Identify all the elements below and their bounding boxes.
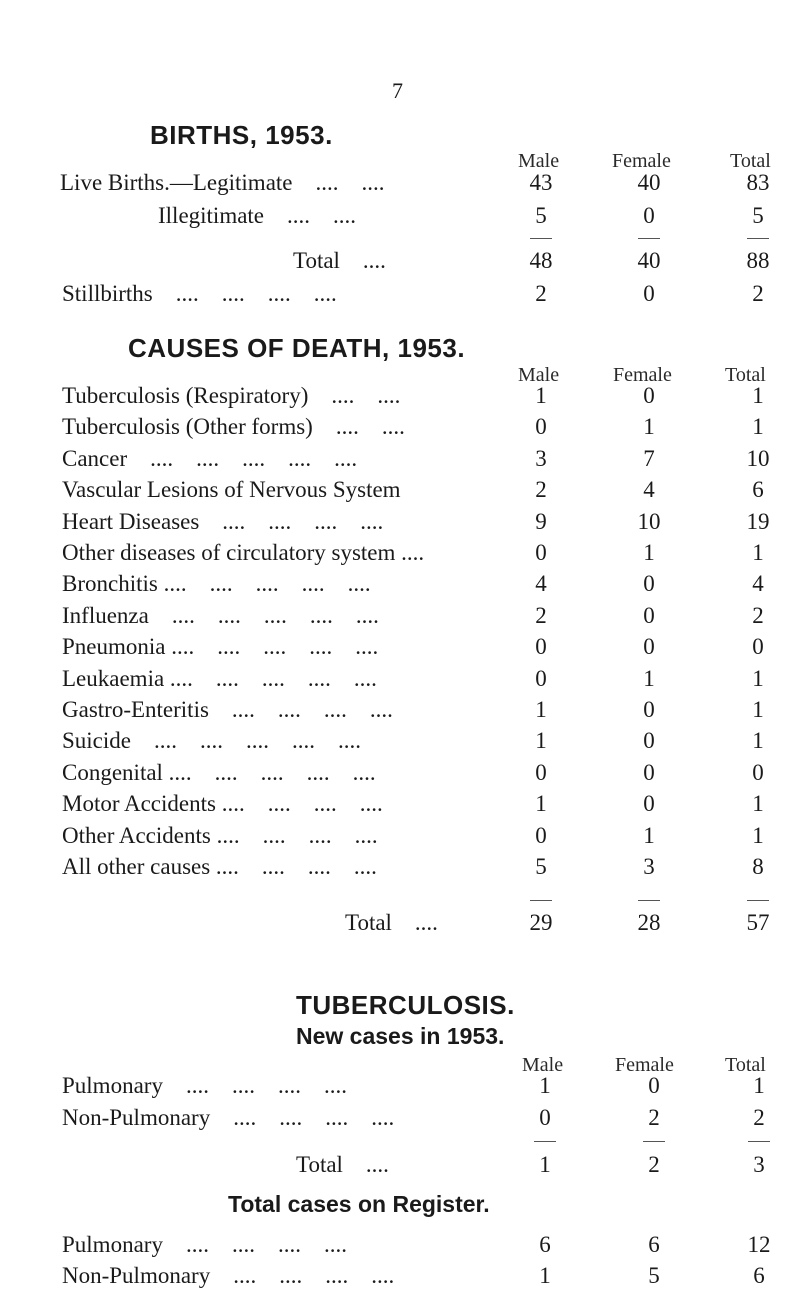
female-value: 10 bbox=[637, 508, 661, 534]
male-value: 0 bbox=[535, 759, 547, 785]
births-sum-rule bbox=[530, 238, 552, 239]
deaths-sum-rule bbox=[638, 900, 660, 901]
total-value: 5 bbox=[752, 203, 764, 228]
deaths-row bbox=[0, 383, 800, 413]
male-value: 0 bbox=[535, 414, 547, 440]
male-value: 6 bbox=[539, 1232, 551, 1257]
row-label: Live Births.—Legitimate .... .... bbox=[60, 170, 385, 195]
row-label: Motor Accidents .... .... .... .... bbox=[62, 791, 383, 817]
row-label: Total .... bbox=[345, 910, 438, 935]
female-value: 0 bbox=[648, 1073, 660, 1098]
row-label: Pulmonary .... .... .... .... bbox=[62, 1073, 347, 1098]
male-value: 4 bbox=[535, 571, 547, 597]
male-value: 5 bbox=[535, 203, 547, 228]
total-value: 10 bbox=[746, 445, 770, 471]
male-value: 1 bbox=[535, 728, 547, 754]
male-value: 1 bbox=[535, 383, 547, 408]
female-value: 40 bbox=[637, 248, 661, 273]
row-label: All other causes .... .... .... .... bbox=[62, 854, 377, 879]
female-value: 2 bbox=[648, 1105, 660, 1130]
row-label: Bronchitis .... .... .... .... .... bbox=[62, 571, 371, 597]
row-label: Congenital .... .... .... .... .... bbox=[62, 759, 376, 785]
births-col-female: Female bbox=[612, 150, 671, 172]
row-label: Suicide .... .... .... .... .... bbox=[62, 728, 361, 754]
female-value: 5 bbox=[648, 1263, 660, 1288]
male-value: 0 bbox=[535, 634, 547, 660]
female-value: 0 bbox=[643, 697, 655, 722]
male-value: 1 bbox=[535, 791, 547, 817]
page-number: 7 bbox=[392, 78, 403, 103]
male-value: 9 bbox=[535, 508, 547, 534]
total-value: 1 bbox=[753, 1073, 765, 1098]
births-sum-rule bbox=[747, 238, 769, 239]
female-value: 1 bbox=[643, 540, 655, 565]
deaths-row bbox=[0, 666, 800, 696]
deaths-col-male: Male bbox=[518, 364, 560, 386]
row-label: Total .... bbox=[293, 248, 386, 273]
male-value: 0 bbox=[535, 822, 547, 848]
row-label: Total .... bbox=[296, 1152, 389, 1177]
deaths-row bbox=[0, 477, 800, 507]
female-value: 0 bbox=[643, 728, 655, 754]
deaths-sum-rule bbox=[530, 900, 552, 901]
total-value: 3 bbox=[753, 1152, 765, 1177]
births-row bbox=[0, 281, 800, 311]
total-value: 1 bbox=[752, 791, 764, 817]
deaths-row bbox=[0, 446, 800, 476]
male-value: 1 bbox=[535, 697, 547, 722]
row-label: Cancer .... .... .... .... .... bbox=[62, 445, 358, 471]
male-value: 0 bbox=[535, 540, 547, 565]
births-heading: BIRTHS, 1953. bbox=[150, 120, 333, 150]
female-value: 7 bbox=[643, 445, 655, 471]
row-label: Influenza .... .... .... .... .... bbox=[62, 602, 379, 628]
deaths-row bbox=[0, 728, 800, 758]
tb-col-male: Male bbox=[522, 1054, 564, 1076]
tb-new-total-row bbox=[0, 1152, 800, 1182]
row-label: Stillbirths .... .... .... .... bbox=[62, 281, 337, 306]
female-value: 0 bbox=[643, 791, 655, 817]
male-value: 2 bbox=[535, 602, 547, 628]
total-value: 1 bbox=[752, 414, 764, 440]
deaths-row bbox=[0, 509, 800, 539]
deaths-row bbox=[0, 823, 800, 853]
total-value: 2 bbox=[752, 602, 764, 628]
male-value: 1 bbox=[539, 1263, 551, 1288]
total-value: 1 bbox=[752, 383, 764, 408]
male-value: 2 bbox=[535, 281, 547, 306]
row-label: Illegitimate .... .... bbox=[158, 203, 357, 228]
new-cases-heading: New cases in 1953. bbox=[296, 1023, 505, 1049]
row-label: Non-Pulmonary .... .... .... .... bbox=[62, 1105, 395, 1130]
female-value: 1 bbox=[643, 665, 655, 691]
row-label: Non-Pulmonary .... .... .... .... bbox=[62, 1263, 395, 1288]
total-value: 6 bbox=[753, 1263, 765, 1288]
deaths-row bbox=[0, 603, 800, 633]
deaths-col-total: Total bbox=[725, 364, 766, 386]
deaths-row bbox=[0, 540, 800, 570]
total-value: 0 bbox=[752, 759, 764, 785]
tb-sum-rule bbox=[748, 1141, 770, 1142]
tb-new-row bbox=[0, 1073, 800, 1103]
deaths-row bbox=[0, 634, 800, 664]
row-label: Leukaemia .... .... .... .... .... bbox=[62, 665, 377, 691]
female-value: 4 bbox=[643, 477, 655, 503]
deaths-total-row bbox=[0, 910, 800, 940]
tb-register-row bbox=[0, 1232, 800, 1262]
female-value: 0 bbox=[643, 203, 655, 228]
male-value: 0 bbox=[539, 1105, 551, 1130]
row-label: Tuberculosis (Respiratory) .... .... bbox=[62, 383, 401, 408]
total-value: 1 bbox=[752, 697, 764, 722]
tb-sum-rule bbox=[643, 1141, 665, 1142]
deaths-row bbox=[0, 697, 800, 727]
male-value: 0 bbox=[535, 665, 547, 691]
female-value: 2 bbox=[648, 1152, 660, 1177]
male-value: 5 bbox=[535, 854, 547, 879]
female-value: 0 bbox=[643, 383, 655, 408]
total-value: 12 bbox=[747, 1232, 771, 1257]
row-label: Other Accidents .... .... .... .... bbox=[62, 822, 378, 848]
births-row bbox=[0, 170, 800, 200]
male-value: 48 bbox=[529, 248, 553, 273]
deaths-row bbox=[0, 414, 800, 444]
male-value: 1 bbox=[539, 1152, 551, 1177]
male-value: 2 bbox=[535, 477, 547, 503]
register-heading: Total cases on Register. bbox=[228, 1191, 490, 1217]
male-value: 29 bbox=[529, 910, 553, 935]
total-value: 6 bbox=[752, 477, 764, 503]
total-value: 1 bbox=[752, 665, 764, 691]
total-value: 19 bbox=[746, 508, 770, 534]
female-value: 0 bbox=[643, 759, 655, 785]
deaths-heading: CAUSES OF DEATH, 1953. bbox=[128, 333, 466, 363]
tb-register-row bbox=[0, 1263, 800, 1293]
births-total-row bbox=[0, 248, 800, 278]
female-value: 0 bbox=[643, 634, 655, 660]
row-label: Other diseases of circulatory system .... bbox=[62, 540, 425, 565]
female-value: 0 bbox=[643, 571, 655, 597]
births-col-male: Male bbox=[518, 150, 560, 172]
deaths-row bbox=[0, 571, 800, 601]
row-label: Pulmonary .... .... .... .... bbox=[62, 1232, 347, 1257]
female-value: 40 bbox=[637, 170, 661, 195]
total-value: 88 bbox=[746, 248, 770, 273]
tb-new-row bbox=[0, 1105, 800, 1135]
total-value: 83 bbox=[746, 170, 770, 195]
total-value: 1 bbox=[752, 728, 764, 754]
male-value: 43 bbox=[529, 170, 553, 195]
tuberculosis-heading: TUBERCULOSIS. bbox=[296, 990, 515, 1020]
deaths-row bbox=[0, 760, 800, 790]
tb-col-female: Female bbox=[615, 1054, 674, 1076]
births-sum-rule bbox=[638, 238, 660, 239]
female-value: 1 bbox=[643, 414, 655, 440]
total-value: 57 bbox=[746, 910, 770, 935]
row-label: Tuberculosis (Other forms) .... .... bbox=[62, 414, 405, 440]
deaths-row bbox=[0, 791, 800, 821]
female-value: 1 bbox=[643, 822, 655, 848]
deaths-col-female: Female bbox=[613, 364, 672, 386]
female-value: 28 bbox=[637, 910, 661, 935]
total-value: 8 bbox=[752, 854, 764, 879]
total-value: 4 bbox=[752, 571, 764, 597]
female-value: 0 bbox=[643, 281, 655, 306]
deaths-sum-rule bbox=[747, 900, 769, 901]
total-value: 1 bbox=[752, 540, 764, 565]
male-value: 1 bbox=[539, 1073, 551, 1098]
tb-col-total: Total bbox=[725, 1054, 766, 1076]
row-label: Vascular Lesions of Nervous System bbox=[62, 477, 401, 503]
births-col-total: Total bbox=[730, 150, 771, 172]
female-value: 3 bbox=[643, 854, 655, 879]
deaths-row bbox=[0, 854, 800, 884]
male-value: 3 bbox=[535, 445, 547, 471]
female-value: 0 bbox=[643, 602, 655, 628]
female-value: 6 bbox=[648, 1232, 660, 1257]
tb-sum-rule bbox=[534, 1141, 556, 1142]
total-value: 2 bbox=[752, 281, 764, 306]
births-row bbox=[0, 203, 800, 233]
total-value: 1 bbox=[752, 822, 764, 848]
row-label: Pneumonia .... .... .... .... .... bbox=[62, 634, 379, 660]
total-value: 2 bbox=[753, 1105, 765, 1130]
row-label: Gastro-Enteritis .... .... .... .... bbox=[62, 697, 393, 722]
total-value: 0 bbox=[752, 634, 764, 660]
row-label: Heart Diseases .... .... .... .... bbox=[62, 508, 384, 534]
